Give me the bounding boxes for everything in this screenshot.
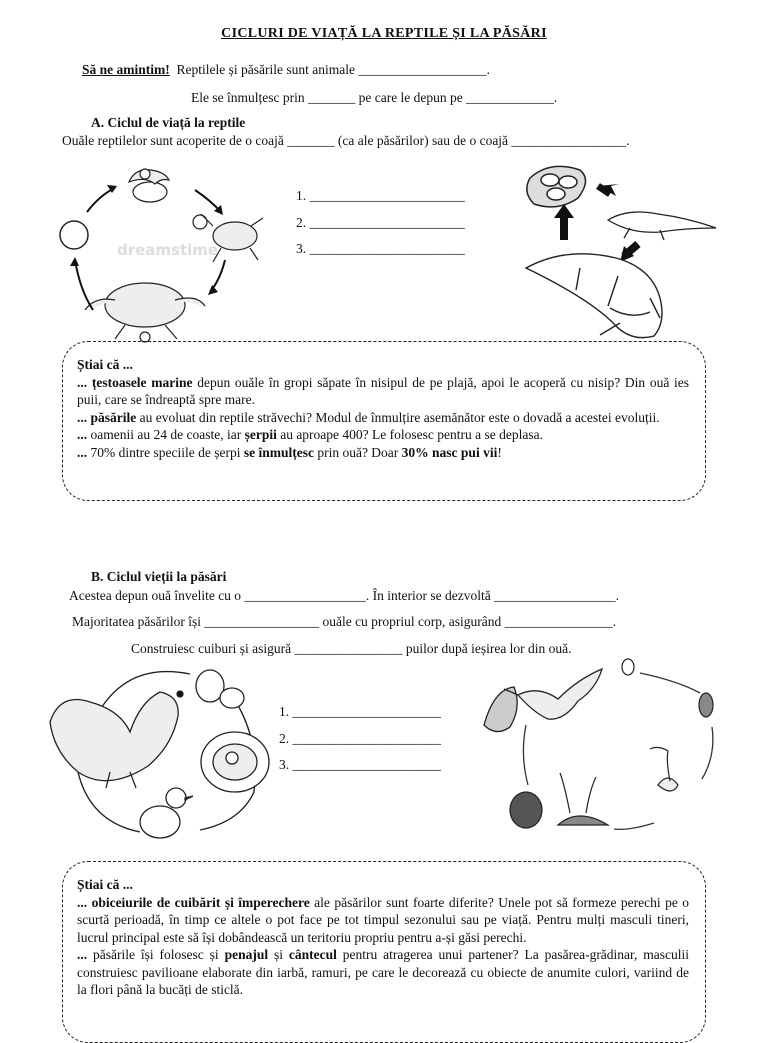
egg-icon — [622, 659, 634, 675]
nestling-icon — [558, 773, 608, 825]
did-you-know-title-b: Știai că ... — [77, 877, 133, 892]
egg-nest-icon — [527, 166, 586, 206]
section-b-answer-list — [279, 704, 441, 784]
eggs-icon — [196, 670, 244, 708]
intro-text-1: Reptilele și păsările sunt animale ___________________. — [176, 62, 490, 77]
adult-turtle-icon — [85, 283, 205, 342]
hatchling-icon — [650, 747, 678, 791]
egg-icon — [60, 221, 88, 249]
hatching-turtle-icon — [129, 169, 169, 202]
did-you-know-text-birds: Știai că ... ... obiceiurile de cuibărit și împerechere ale păsărilor sunt foarte diferite? Unele pot să formeze perechi pe o scurtă perioadă, în timp ce altele o pot face pe tot timpul sezonului sau pe viață. Pentru mulți masculi tineri, lucrul principal este să își dobândească un teritoriu propriu pentru a-și găsi perechi. ... păsările își folosesc și penajul și cântecul pentru atragerea unui partener? La pasărea-grădinar, masculii construiesc pavilioane elaborate din iarbă, ramuri, pe care le decorează cu obiecte de anumite culori, variind de la flori până la bucăți de sticlă. — [77, 877, 690, 997]
section-a-answer-list — [296, 188, 465, 268]
section-b-line-1: Acestea depun ouă învelite cu o __________________. În interior se dezvoltă __________________. — [69, 588, 620, 603]
did-you-know-title: Știai că ... — [77, 357, 133, 372]
nest-icon — [510, 792, 542, 828]
hen-icon — [50, 691, 183, 788]
did-you-know-text-reptiles: Știai că ... ... țestoasele marine depun ouăle în gropi săpate în nisipul de pe plajă, apoi le acoperă cu nisip? Din ouă ies puii, care se îndreaptă spre mare. ... păsările au evoluat din reptile străvechi? Modul de înmulțire asemănător este o dovadă a acestei evoluții. ... oamenii au 24 de coaste, iar șerpii au aproape 400? Le folosesc pentru a se deplasa. ... 70% dintre speciile de șerpi se înmulțesc prin ouă? Doar 30% nasc pui vii! — [77, 357, 690, 460]
chick-icon — [140, 788, 193, 838]
adult-crocodile-icon — [526, 254, 662, 338]
page-title: CICLURI DE VIAȚĂ LA REPTILE ȘI LA PĂSĂRI — [221, 26, 547, 41]
crocodile-life-cycle-illustration — [520, 158, 720, 343]
section-a-line: Ouăle reptilelor sunt acoperite de o coajă _______ (ca ale păsărilor) sau de o coajă _________________. — [62, 133, 630, 148]
remember-label: Să ne amintim! — [82, 62, 170, 77]
embryo-egg-icon — [201, 732, 269, 792]
hummingbird-flower-icon — [484, 669, 602, 732]
section-b-heading: B. Ciclul vieții la păsări — [91, 569, 227, 584]
chicken-life-cycle-illustration — [40, 662, 280, 846]
turtle-life-cycle-illustration — [45, 160, 265, 342]
section-a-heading: A. Ciclul de viață la reptile — [91, 115, 246, 130]
section-b-line-2: Majoritatea păsărilor își _________________ ouăle cu propriul corp, asigurând ________________. — [72, 614, 617, 629]
answer-line-2[interactable]: 2. _______________________ — [296, 214, 465, 230]
arrow-up-icon — [560, 216, 568, 240]
answer-line-b2[interactable]: 2. ______________________ — [279, 730, 441, 746]
section-b-line-3: Construiesc cuiburi și asigură ________________ puilor după ieșirea lor din ouă. — [131, 641, 572, 656]
watermark-text: dreamstime — [117, 241, 219, 259]
answer-line-b3[interactable]: 3. ______________________ — [279, 757, 441, 772]
answer-line-b1[interactable]: 1. ______________________ — [279, 704, 441, 719]
intro-text-2: Ele se înmulțesc prin _______ pe care le depun pe _____________. — [191, 90, 558, 105]
answer-line-1[interactable]: 1. _______________________ — [296, 188, 465, 203]
answer-line-3[interactable]: 3. _______________________ — [296, 241, 465, 256]
developing-egg-icon — [699, 693, 713, 717]
hummingbird-life-cycle-illustration — [478, 655, 722, 840]
intro-line-1 — [82, 62, 490, 78]
baby-crocodile-icon — [608, 212, 716, 240]
